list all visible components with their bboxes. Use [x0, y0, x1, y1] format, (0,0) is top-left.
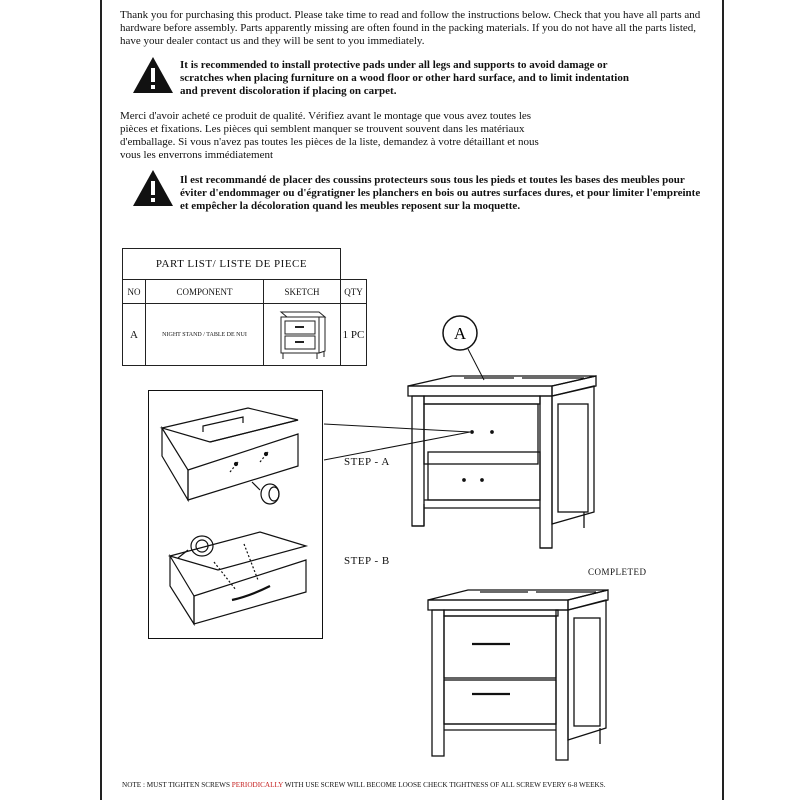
- note-prefix: NOTE : MUST TIGHTEN SCREWS: [122, 781, 232, 789]
- header-sketch: SKETCH: [264, 280, 341, 304]
- warning-french: Il est recommandé de placer des coussins protecteurs sous tous les pieds et toutes les bases des meubles pour éviter d'endommager ou d'égratigner les planchers en bois ou autres surfaces dures, et pour limiter l'empreinte et empêcher la décoloration quand les meubles reposent sur la moquette.: [180, 174, 701, 212]
- callout-a-label: A: [453, 324, 467, 343]
- intro-english: Thank you for purchasing this product. Please take time to read and follow the instructions below. Check that you have all parts and hardware before assembly. Parts apparently missing are often found in the packing materials. If you do not have all the parts listed, have your dealer contact us and they will be sent to you immediately.: [120, 9, 701, 47]
- note-suffix: WITH USE SCREW WILL BECOME LOOSE CHECK TIGHTNESS OF ALL SCREW EVERY 6-8 WEEKS.: [283, 781, 606, 789]
- tighten-screws-note: [122, 781, 606, 789]
- note-highlight: PERIODICALLY: [231, 781, 284, 789]
- warning-english: It is recommended to install protective pads under all legs and supports to avoid damage or scratches when placing furniture on a wood floor or other hard surface, and to limit indentation and prevent discoloration if placing on carpet.: [180, 59, 629, 97]
- step-a-label: STEP - A: [344, 456, 390, 468]
- completed-label: COMPLETED: [588, 567, 647, 577]
- row-component: NIGHT STAND / TABLE DE NUI: [146, 304, 264, 366]
- header-component: COMPONENT: [146, 280, 264, 304]
- row-no: A: [123, 304, 146, 366]
- step-b-label: STEP - B: [344, 555, 390, 567]
- part-list-title: PART LIST/ LISTE DE PIECE: [123, 249, 341, 280]
- nightstand-completed-view: [424, 588, 614, 768]
- nightstand-exploded-view: [404, 372, 604, 557]
- header-qty: QTY: [341, 280, 367, 304]
- row-qty: 1 PC: [341, 304, 367, 366]
- header-no: NO: [123, 280, 146, 304]
- intro-french: Merci d'avoir acheté ce produit de qualité. Vérifiez avant le montage que vous avez toutes les pièces et fixations. Les pièces qui semblent manquer se trouvent souvent dans les matériaux d'emballage. Si vous n'avez pas toutes les pièces de la liste, demandez à votre détaillant et nous vous les enverrons immédiatement: [120, 110, 539, 161]
